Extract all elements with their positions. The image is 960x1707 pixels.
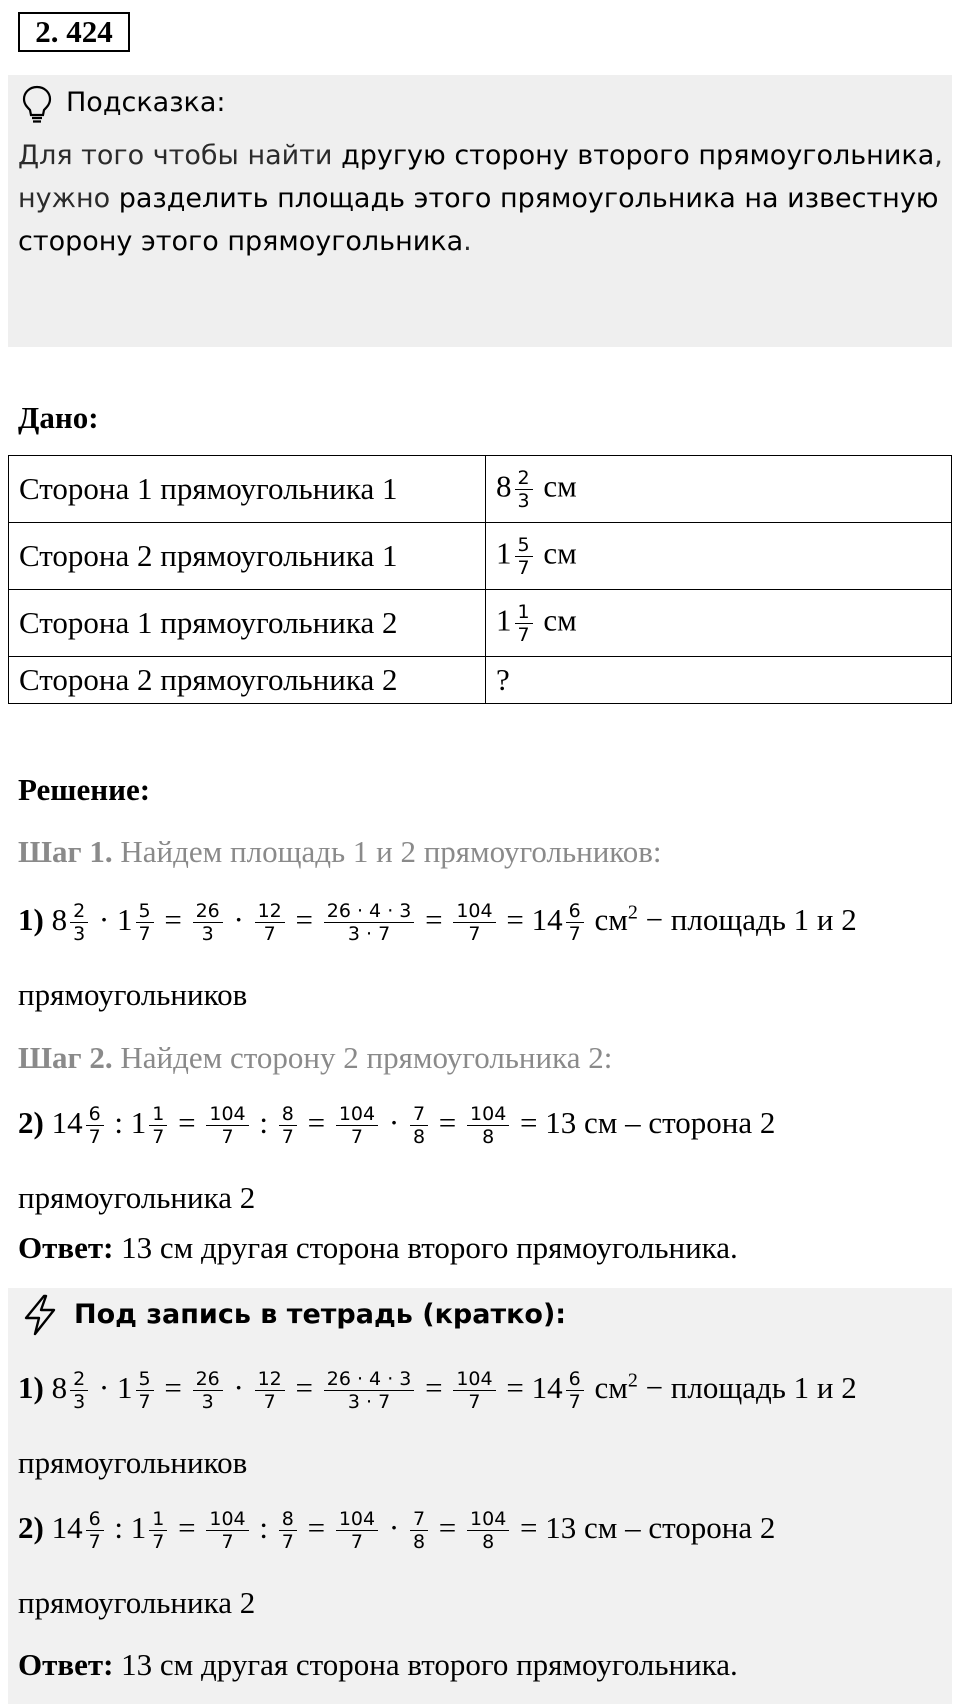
numerator: 104 xyxy=(453,1368,495,1391)
denominator: 7 xyxy=(221,1126,234,1149)
table-row xyxy=(9,657,952,704)
item-label: 2) xyxy=(18,1510,44,1545)
table-row xyxy=(9,590,952,657)
calc-1: 1) 8 $\frac{2}{3}$ · 1 $\frac{5}{7}$ = $\frac{26}{3}$ · $\frac{12}{7}$ = $\frac{26 \cdot 4 \cdot 3}{3 \cdot 7}$ = $\frac{104}{7}$ = 14 $\frac{6}{7}$ $см^2$ − площадь 1 и 2 xyxy=(18,900,857,946)
note-answer: Ответ: 13 см другая сторона второго прямоугольника. xyxy=(18,1647,738,1682)
row-label: Сторона 1 прямоугольника 2 xyxy=(9,590,486,657)
fraction xyxy=(279,1103,297,1148)
numerator: 6 xyxy=(566,1368,584,1391)
numerator: 26 · 4 · 3 xyxy=(324,900,415,923)
table-row xyxy=(9,456,952,523)
row-label: Сторона 1 прямоугольника 1 xyxy=(9,456,486,523)
given-table xyxy=(8,455,952,704)
numerator: 7 xyxy=(410,1508,428,1531)
numerator: 8 xyxy=(279,1103,297,1126)
note-calc-2-cont: прямоугольника 2 xyxy=(18,1585,256,1620)
denominator: 7 xyxy=(350,1126,364,1149)
hint-title: Подсказка: xyxy=(66,87,226,118)
fraction xyxy=(86,1103,104,1148)
numerator: 6 xyxy=(566,900,584,923)
fraction xyxy=(336,1508,378,1553)
step-2: Шаг 2. Найдем сторону 2 прямоугольника 2: xyxy=(18,1040,613,1075)
numerator: 104 xyxy=(453,900,495,923)
fraction xyxy=(193,900,223,945)
numerator: 1 xyxy=(149,1508,167,1531)
row-label: Сторона 2 прямоугольника 2 xyxy=(9,657,486,704)
denominator: 3 · 7 xyxy=(347,923,391,946)
fraction xyxy=(136,900,154,945)
denominator: 8 xyxy=(482,1531,495,1554)
lightning-icon xyxy=(20,1293,60,1337)
numerator: 104 xyxy=(336,1103,378,1126)
fraction xyxy=(255,1368,285,1413)
note-calc-2: 2) 14 $\frac{6}{7}$ : 1 $\frac{1}{7}$ = $\frac{104}{7}$ : $\frac{8}{7}$ = $\frac{104}{7}$ · $\frac{7}{8}$ = $\frac{104}{8}$ = 13 см – сторона 2 xyxy=(18,1508,776,1554)
denominator: 7 xyxy=(568,923,581,946)
item-label: 2) xyxy=(18,1105,44,1140)
denominator: 7 xyxy=(138,923,151,946)
fraction xyxy=(279,1508,297,1553)
numerator: 7 xyxy=(410,1103,428,1126)
note-title: Под запись в тетрадь (кратко): xyxy=(74,1299,567,1330)
hint-text: Для того чтобы найти другую сторону второго прямоугольника, нужно разделить площадь этого прямоугольника на известную сторону этого прямоугольника. xyxy=(18,140,943,257)
solution-heading: Решение: xyxy=(18,772,151,807)
numerator: 104 xyxy=(467,1508,509,1531)
fraction xyxy=(206,1508,248,1553)
note-calc-1: 1) 8 $\frac{2}{3}$ · 1 $\frac{5}{7}$ = $\frac{26}{3}$ · $\frac{12}{7}$ = $\frac{26 \cdot 4 \cdot 3}{3 \cdot 7}$ = $\frac{104}{7}$ = 14 $\frac{6}{7}$ $см^2$ − площадь 1 и 2 xyxy=(18,1368,857,1414)
denominator: 7 xyxy=(88,1531,101,1554)
exponent: 2 xyxy=(627,1369,638,1392)
fraction xyxy=(467,1103,509,1148)
numerator: 1 xyxy=(149,1103,167,1126)
numerator: 26 xyxy=(193,900,223,923)
answer: Ответ: 13 см другая сторона второго прямоугольника. xyxy=(18,1230,738,1265)
denominator: 8 xyxy=(412,1126,426,1149)
denominator: 8 xyxy=(412,1531,426,1554)
numerator: 6 xyxy=(86,1508,104,1531)
denominator: 7 xyxy=(568,1391,581,1414)
note-box xyxy=(8,1288,952,1704)
denominator: 7 xyxy=(221,1531,234,1554)
step-1: Шаг 1. Найдем площадь 1 и 2 прямоугольников: xyxy=(18,834,662,869)
denominator: 7 xyxy=(350,1531,364,1554)
row-value: 1 $\frac{1}{7}$ см xyxy=(486,590,952,657)
numerator: 5 xyxy=(136,1368,154,1391)
exponent: 2 xyxy=(627,901,638,924)
row-value: ? xyxy=(486,657,952,704)
fraction xyxy=(410,1508,428,1553)
denominator: 7 xyxy=(138,1391,151,1414)
denominator: 7 xyxy=(281,1126,294,1149)
fraction xyxy=(70,900,88,945)
numerator: 12 xyxy=(255,900,285,923)
lightbulb-icon xyxy=(20,84,54,124)
denominator: 3 xyxy=(73,923,86,946)
fraction xyxy=(324,1368,415,1413)
item-label: 1) xyxy=(18,902,44,937)
fraction xyxy=(453,1368,495,1413)
fraction xyxy=(453,900,495,945)
denominator: 8 xyxy=(482,1126,495,1149)
fraction xyxy=(86,1508,104,1553)
calc-2: 2) 14 $\frac{6}{7}$ : 1 $\frac{1}{7}$ = $\frac{104}{7}$ : $\frac{8}{7}$ = $\frac{104}{7}$ · $\frac{7}{8}$ = $\frac{104}{8}$ = 13 см – сторона 2 xyxy=(18,1103,776,1149)
denominator: 7 xyxy=(152,1126,165,1149)
item-label: 1) xyxy=(18,1370,44,1405)
denominator: 7 xyxy=(88,1126,101,1149)
calc-1-cont: прямоугольников xyxy=(18,977,248,1012)
calc-2-cont: прямоугольника 2 xyxy=(18,1180,256,1215)
numerator: 104 xyxy=(467,1103,509,1126)
denominator: 3 · 7 xyxy=(347,1391,391,1414)
denominator: 7 xyxy=(468,1391,481,1414)
fraction xyxy=(206,1103,248,1148)
fraction xyxy=(566,900,584,945)
fraction xyxy=(193,1368,223,1413)
denominator: 7 xyxy=(281,1531,294,1554)
fraction xyxy=(149,1508,167,1553)
fraction xyxy=(410,1103,428,1148)
numerator: 26 xyxy=(193,1368,223,1391)
fraction xyxy=(566,1368,584,1413)
denominator: 3 xyxy=(201,923,214,946)
problem-number: 2. 424 xyxy=(18,12,130,52)
row-value: 1 $\frac{5}{7}$ см xyxy=(486,523,952,590)
denominator: 3 xyxy=(201,1391,214,1414)
denominator: 7 xyxy=(263,1391,276,1414)
fraction xyxy=(70,1368,88,1413)
numerator: 12 xyxy=(255,1368,285,1391)
fraction xyxy=(336,1103,378,1148)
fraction xyxy=(324,900,415,945)
numerator: 6 xyxy=(86,1103,104,1126)
numerator: 2 xyxy=(70,1368,88,1391)
numerator: 104 xyxy=(206,1103,248,1126)
row-value: 8 $\frac{2}{3}$ см xyxy=(486,456,952,523)
numerator: 5 xyxy=(136,900,154,923)
numerator: 8 xyxy=(279,1508,297,1531)
numerator: 2 xyxy=(70,900,88,923)
denominator: 7 xyxy=(152,1531,165,1554)
fraction xyxy=(149,1103,167,1148)
denominator: 7 xyxy=(468,923,481,946)
fraction xyxy=(467,1508,509,1553)
denominator: 7 xyxy=(263,923,276,946)
given-heading: Дано: xyxy=(18,400,99,435)
note-calc-1-cont: прямоугольников xyxy=(18,1445,248,1480)
row-label: Сторона 2 прямоугольника 1 xyxy=(9,523,486,590)
numerator: 104 xyxy=(336,1508,378,1531)
fraction xyxy=(136,1368,154,1413)
fraction xyxy=(255,900,285,945)
table-row xyxy=(9,523,952,590)
denominator: 3 xyxy=(73,1391,86,1414)
numerator: 104 xyxy=(206,1508,248,1531)
numerator: 26 · 4 · 3 xyxy=(324,1368,415,1391)
